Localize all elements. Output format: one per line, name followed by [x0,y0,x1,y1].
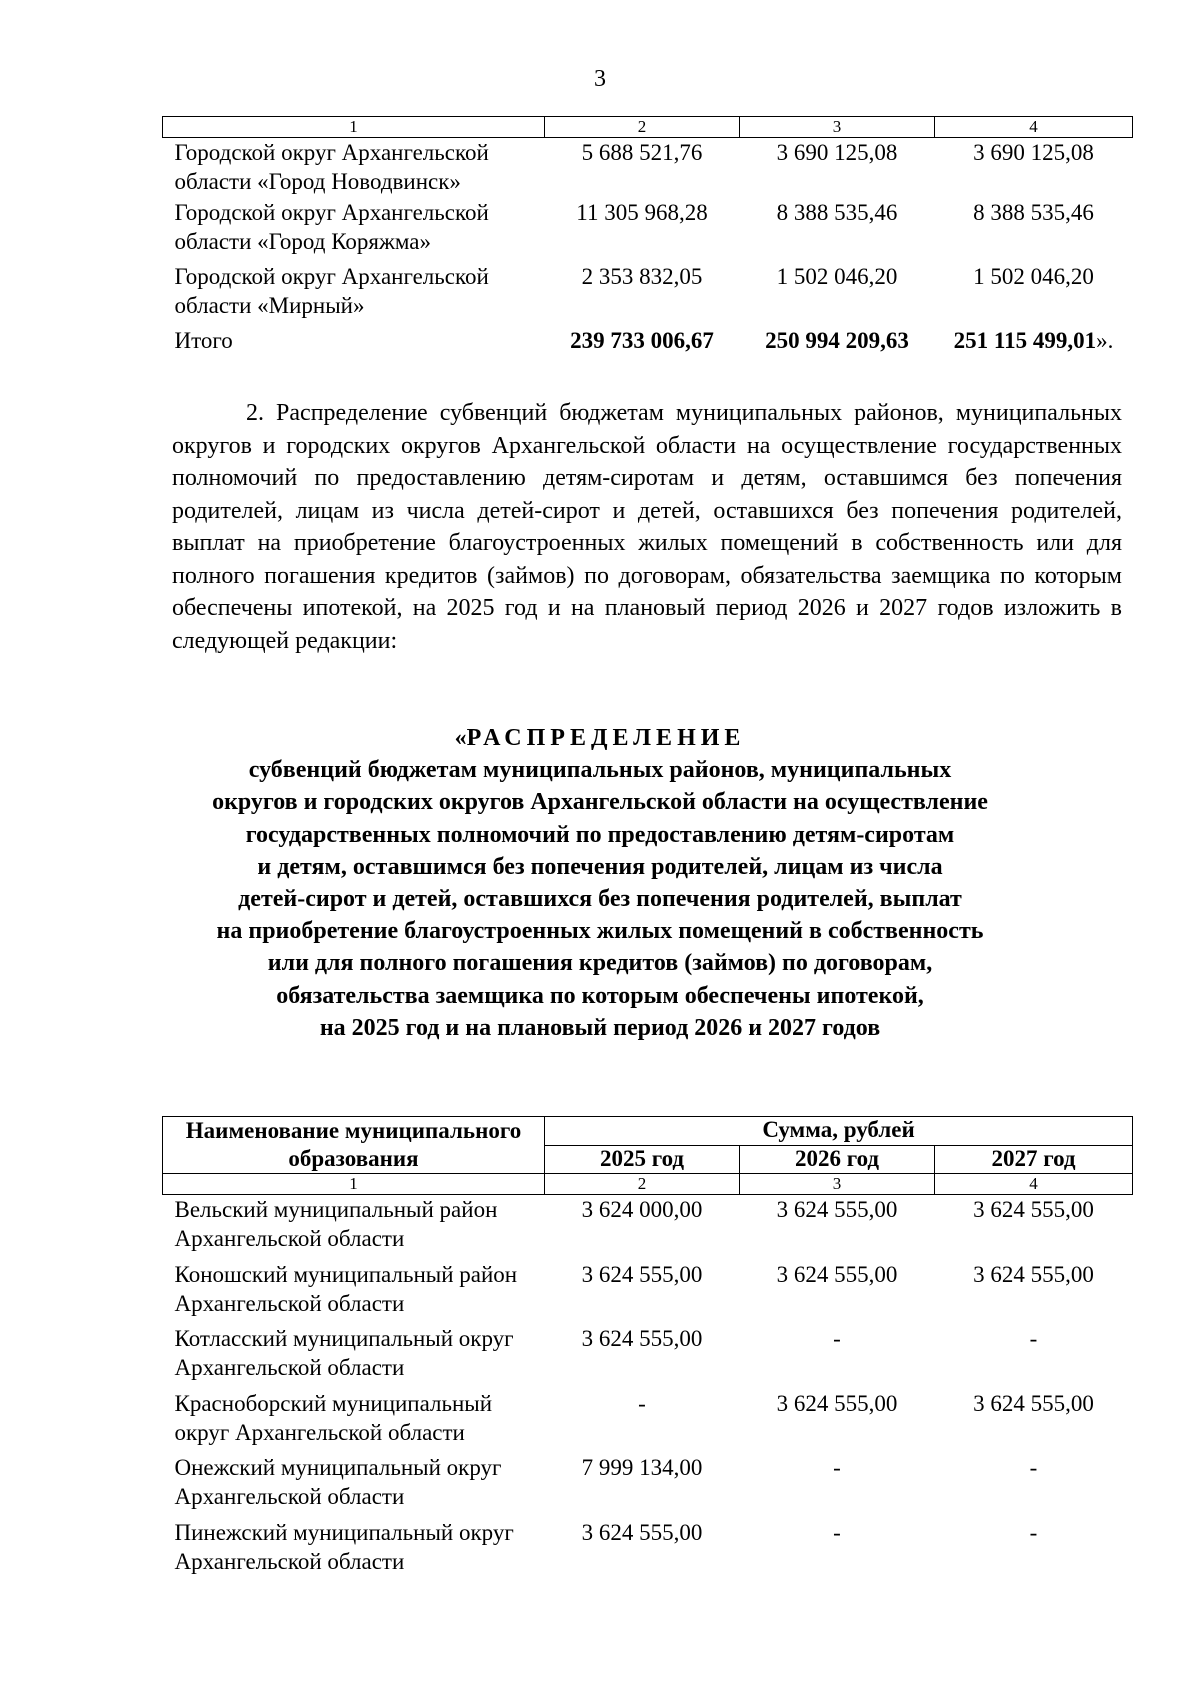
amount-2026: 3 690 125,08 [776,140,898,165]
amount-2026: 1 502 046,20 [776,264,898,289]
amount-2025: 3 624 555,00 [581,1326,703,1351]
column-number: 4 [935,1174,1133,1195]
amount-2026: 3 624 555,00 [776,1197,898,1222]
column-number-row [163,117,1133,138]
amount-2027: 3 690 125,08 [973,140,1094,165]
amount-2025: 7 999 134,00 [581,1455,703,1480]
header-2026: 2026 год [740,1145,935,1174]
title-line: детей-сирот и детей, оставшихся без попечения родителей, выплат [238,886,962,913]
total-2027-value: 251 115 499,01 [953,328,1097,353]
table-row [163,1195,1133,1260]
municipality-name: Красноборский муниципальный округ Архангельской области [174,1390,493,1445]
header-sum: Сумма, рублей [545,1117,1133,1146]
municipality-name: Вельский муниципальный район Архангельской области [174,1197,498,1251]
total-2026: 250 994 209,63 [765,328,909,353]
table-row [163,1324,1133,1389]
municipality-name: Котласский муниципальный округ Архангельской области [174,1326,514,1380]
column-number: 3 [740,1174,935,1195]
page-number: 3 [594,66,606,92]
amount-2027: 3 624 555,00 [973,1197,1094,1222]
column-number: 2 [545,117,740,138]
title-line: или для полного погашения кредитов (займов) по договорам, [267,950,933,977]
amount-2025: 3 624 555,00 [581,1261,703,1287]
municipality-name: Коношский муниципальный район Архангельской области [174,1261,518,1316]
amount-2026: 3 624 555,00 [776,1261,898,1287]
table-row [163,1518,1133,1583]
municipality-name: Городской округ Архангельской области «Город Новодвинск» [174,140,489,194]
amount-2026: 3 624 555,00 [776,1390,898,1416]
column-number: 3 [740,117,935,138]
title-line: субвенций бюджетам муниципальных районов, муниципальных [248,757,952,784]
distribution-title [150,722,1050,1044]
total-2025: 239 733 006,67 [570,328,714,353]
amount-2027: 3 624 555,00 [973,1390,1094,1416]
table-row [163,138,1133,199]
column-number: 1 [163,117,545,138]
column-number-row [163,1174,1133,1195]
header-2025: 2025 год [545,1145,740,1174]
amount-2027: - [1029,1326,1038,1351]
total-label: Итого [174,328,233,353]
amount-2026: - [833,1519,841,1545]
title-heading [150,722,1050,754]
continued-table [162,116,1133,356]
closing-quote: ». [1096,328,1114,353]
table-row [163,262,1133,323]
amount-2027: - [1029,1519,1038,1545]
amount-2025: 11 305 968,28 [576,200,708,225]
amount-2026: - [833,1455,841,1480]
municipality-name: Городской округ Архангельской области «Мирный» [174,264,489,318]
open-quote: « [454,725,467,751]
table-row [163,1389,1133,1454]
title-line: на приобретение благоустроенных жилых помещений в собственность [216,918,984,945]
municipality-name: Городской округ Архангельской области «Город Коряжма» [174,200,489,254]
header-2027: 2027 год [935,1145,1133,1174]
amount-2025: 5 688 521,76 [581,140,703,165]
title-line: на 2025 год и на плановый период 2026 и 2027 годов [319,1014,881,1041]
column-number: 4 [935,117,1133,138]
table-row [163,198,1133,262]
amount-2027: - [1029,1455,1038,1480]
amount-2025: 3 624 555,00 [581,1519,703,1545]
column-number: 1 [163,1174,545,1195]
title-word: РАСПРЕДЕЛЕНИЕ [466,725,746,751]
municipality-name: Онежский муниципальный округ Архангельской области [174,1455,502,1509]
amount-2025: 2 353 832,05 [581,264,703,289]
amount-2027: 8 388 535,46 [973,200,1094,225]
total-2027 [935,323,1133,356]
title-line: и детям, оставшимся без попечения родителей, лицам из числа [257,853,943,880]
total-row [163,323,1133,356]
title-line: округов и городских округов Архангельской области на осуществление [212,789,988,816]
amount-2027: 3 624 555,00 [973,1261,1094,1287]
table-row [163,1260,1133,1325]
amount-2025: - [638,1390,646,1416]
distribution-table [162,1116,1133,1582]
header-row [163,1117,1133,1146]
title-line: обязательства заемщика по которым обеспечены ипотекой, [276,982,924,1009]
column-number: 2 [545,1174,740,1195]
municipality-name: Пинежский муниципальный округ Архангельской области [174,1519,514,1574]
amount-2026: - [833,1326,841,1351]
title-line: государственных полномочий по предоставлению детям-сиротам [245,821,955,848]
table-row [163,1453,1133,1518]
amount-2025: 3 624 000,00 [581,1197,703,1222]
amount-2026: 8 388 535,46 [776,200,898,225]
header-name: Наименование муниципального образования [163,1117,545,1174]
amount-2027: 1 502 046,20 [973,264,1094,289]
amendment-paragraph: 2. Распределение субвенций бюджетам муниципальных районов, муниципальных округов и городских округов Архангельской области на осуществление государственных полномочий по предоставлению детям-сиротам и детям, оставшимся без попечения родителей, лицам из числа детей-сирот и детей, оставшихся без попечения родителей, выплат на приобретение благоустроенных жилых помещений в собственность или для полного погашения кредитов (займов) по договорам, обязательства заемщика по которым обеспечены ипотекой, на 2025 год и на плановый период 2026 и 2027 годов изложить в следующей редакции: [172,400,1122,654]
